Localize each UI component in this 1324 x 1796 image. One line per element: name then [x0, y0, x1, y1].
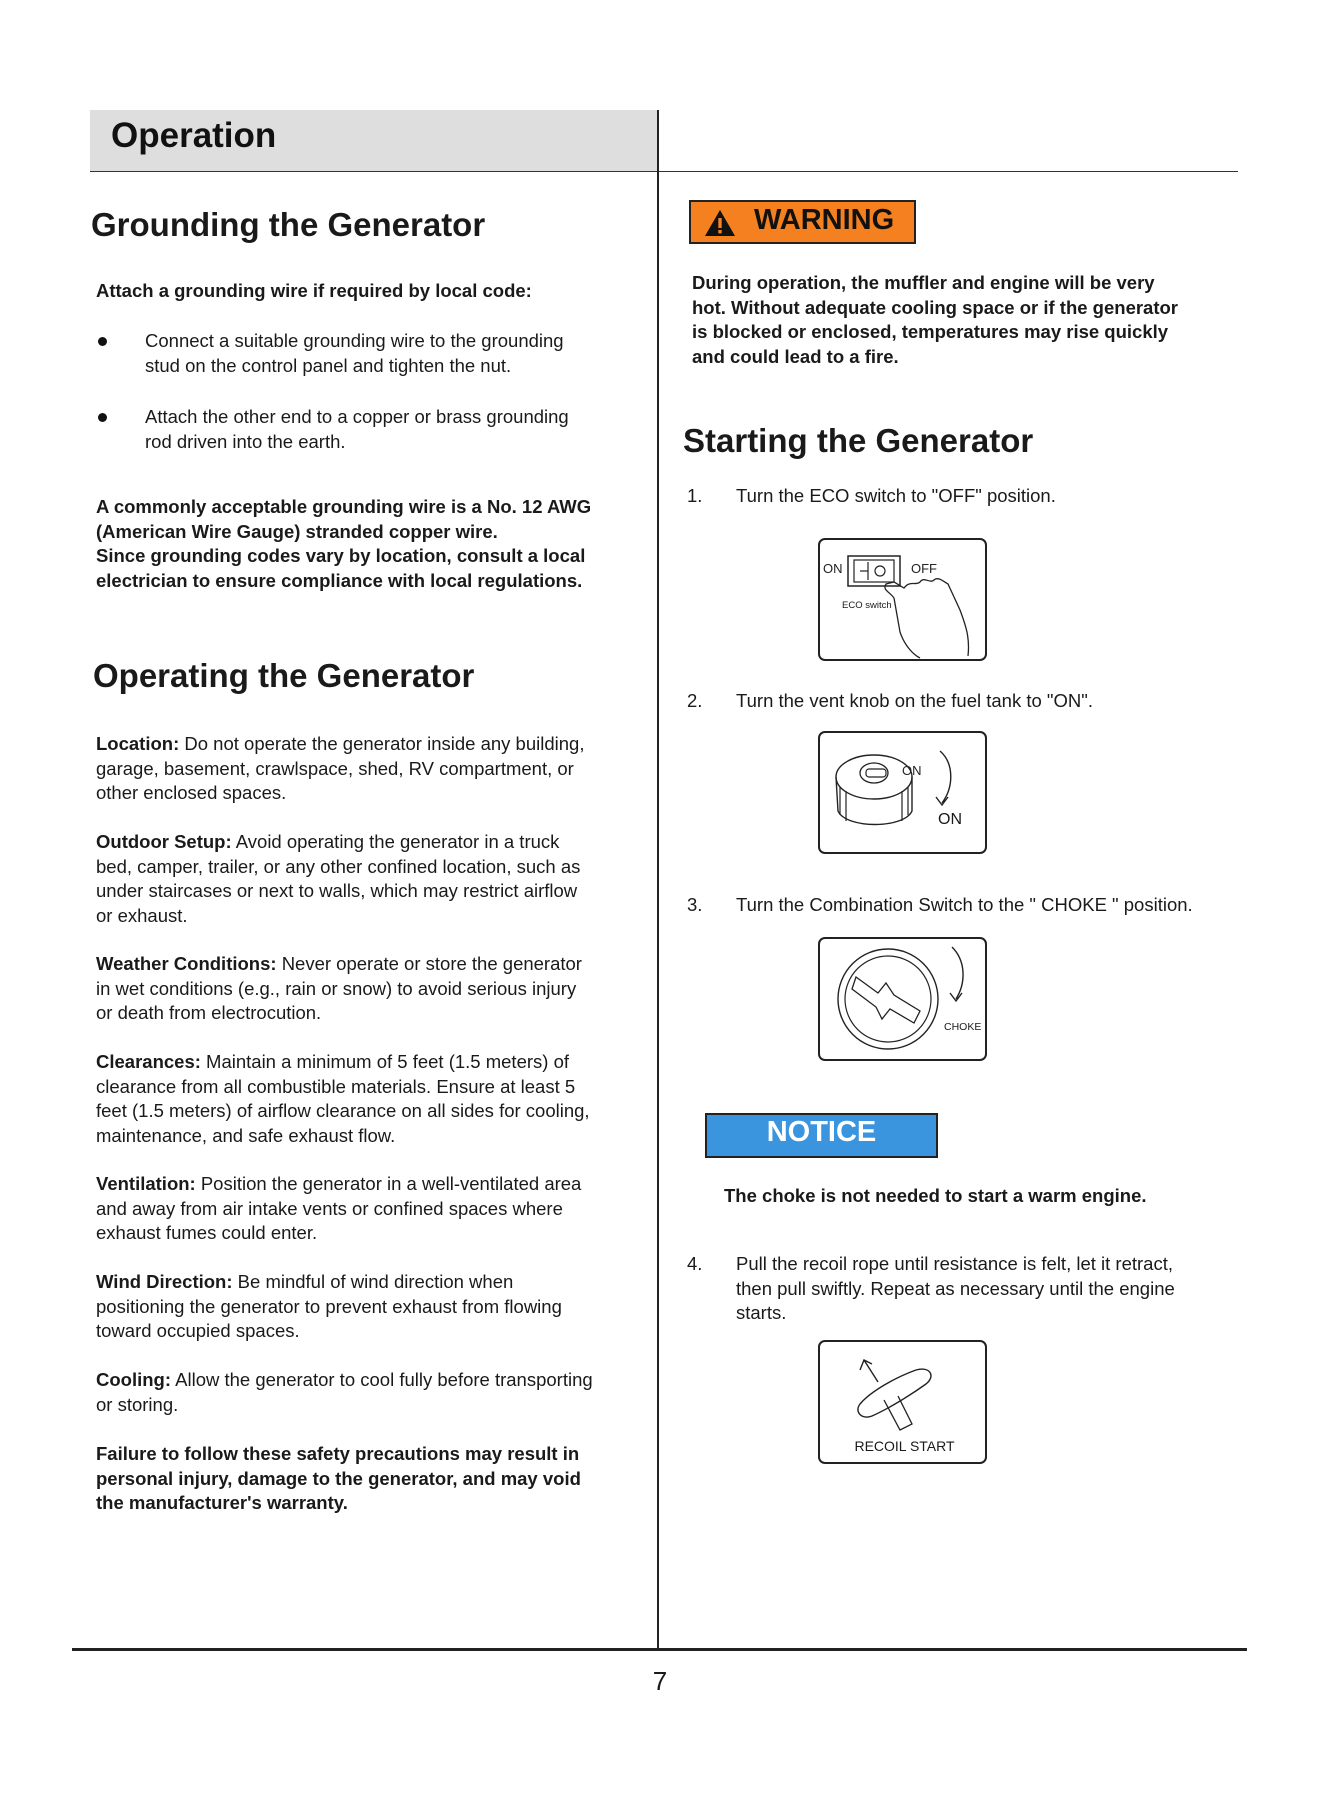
column-divider — [657, 110, 659, 1648]
eco-switch-illustration — [818, 538, 987, 661]
grounding-intro: Attach a grounding wire if required by local code: — [96, 280, 532, 301]
step-2-text: Turn the vent knob on the fuel tank to "ON". — [736, 690, 1093, 711]
vent-knob-illustration — [818, 731, 987, 854]
page-number: 7 — [652, 1666, 668, 1696]
step-number: 3. — [687, 894, 703, 915]
operating-paragraph-weather: Weather Conditions: Never operate or store the generator in wet conditions (e.g., rain or snow) to avoid serious injury or death from electrocution. — [96, 953, 582, 1023]
choke-switch-icon — [820, 939, 989, 1063]
bullet-icon — [98, 337, 107, 346]
grounding-heading: Grounding the Generator — [91, 206, 486, 243]
starting-heading: Starting the Generator — [683, 422, 1034, 459]
warning-text: During operation, the muffler and engine will be very hot. Without adequate cooling space or if the generator is blocked or enclosed, temperatures may rise quickly and could lead to a fire. — [692, 272, 1179, 367]
operating-paragraph-cooling: Cooling: Allow the generator to cool fully before transporting or storing. — [96, 1369, 593, 1415]
vent-knob-icon — [820, 733, 989, 856]
operating-heading: Operating the Generator — [93, 657, 475, 694]
header-divider — [90, 171, 1238, 172]
choke-illustration — [818, 937, 987, 1061]
notice-label: NOTICE — [766, 1116, 877, 1148]
failure-warning-text: Failure to follow these safety precautions may result in personal injury, damage to the generator, and may void the manufacturer's warranty. — [96, 1443, 581, 1513]
eco-off-label: OFF — [911, 561, 937, 576]
operating-paragraph-ventilation: Ventilation: Position the generator in a well-ventilated area and away from air intake vents or confined spaces where exhaust fumes could enter. — [96, 1173, 582, 1243]
step-number: 1. — [687, 485, 703, 506]
operating-paragraph-location: Location: Do not operate the generator inside any building, garage, basement, crawlspace, shed, RV compartment, or other enclosed spaces. — [96, 733, 585, 803]
bullet-icon — [98, 413, 107, 422]
recoil-caption: RECOIL START — [854, 1438, 955, 1454]
operating-paragraph-wind: Wind Direction: Be mindful of wind direction when positioning the generator to prevent exhaust from flowing toward occupied spaces. — [96, 1271, 562, 1341]
footer-rule — [72, 1648, 1247, 1651]
operating-paragraph-clearances: Clearances: Maintain a minimum of 5 feet (1.5 meters) of clearance from all combustible materials. Ensure at least 5 feet (1.5 meters) of airflow clearance on all sides for cooling, maintenance, and safe exhaust flow. — [96, 1051, 590, 1146]
step-4-text: Pull the recoil rope until resistance is felt, let it retract, then pull swiftly. Repeat as necessary until the engine starts. — [736, 1253, 1175, 1323]
warning-label: WARNING — [754, 204, 895, 236]
grounding-bullet-1: Connect a suitable grounding wire to the grounding stud on the control panel and tighten the nut. — [145, 330, 564, 376]
step-number: 2. — [687, 690, 703, 711]
choke-caption: CHOKE — [944, 1021, 982, 1033]
operating-paragraph-outdoor-setup: Outdoor Setup: Avoid operating the generator in a truck bed, camper, trailer, or any other confined location, such as under staircases or next to walls, which may restrict airflow or exhaust. — [96, 831, 581, 926]
step-number: 4. — [687, 1253, 703, 1274]
notice-text: The choke is not needed to start a warm engine. — [724, 1185, 1147, 1206]
step-3-text: Turn the Combination Switch to the " CHOKE " position. — [736, 894, 1193, 915]
grounding-bullet-2: Attach the other end to a copper or brass grounding rod driven into the earth. — [145, 406, 569, 452]
recoil-start-illustration — [818, 1340, 987, 1464]
vent-on-label: ON — [938, 811, 962, 828]
section-title: Operation — [111, 116, 277, 155]
eco-on-label: ON — [823, 561, 843, 576]
vent-small-on-label: ON — [902, 763, 922, 778]
warning-triangle-icon — [703, 208, 737, 238]
step-1-text: Turn the ECO switch to "OFF" position. — [736, 485, 1056, 506]
grounding-note: A commonly acceptable grounding wire is a No. 12 AWG (American Wire Gauge) stranded copper wire. Since grounding codes vary by location, consult a local electrician to ensure compliance with local regulations. — [96, 496, 592, 591]
eco-caption: ECO switch — [842, 600, 892, 611]
